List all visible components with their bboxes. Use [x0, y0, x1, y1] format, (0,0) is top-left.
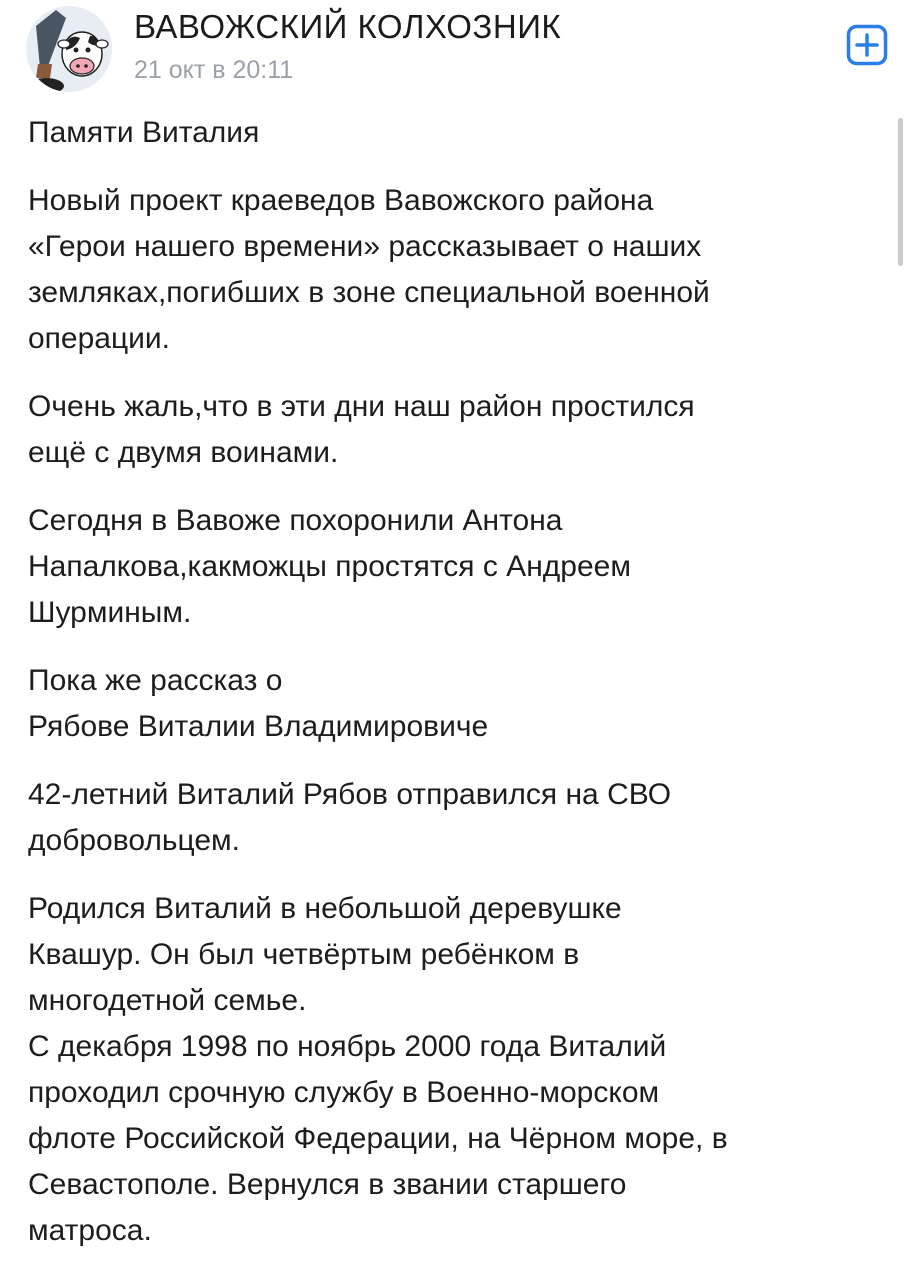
- plus-square-icon: [846, 24, 888, 66]
- post-body: [28, 110, 888, 1276]
- post-date[interactable]: 21 окт в 20:11: [134, 56, 294, 84]
- post-paragraph: Пока же рассказ о Рябове Виталии Владимировиче: [28, 664, 489, 743]
- post-paragraph: Сегодня в Вавоже похоронили Антона Напалкова,какможцы простятся с Андреем Шурминым.: [28, 504, 631, 629]
- scrollbar-thumb[interactable]: [898, 118, 903, 266]
- post-paragraph-title: Памяти Виталия: [28, 116, 260, 149]
- add-button[interactable]: [846, 24, 888, 66]
- post-paragraph: 42-летний Виталий Рябов отправился на СВО добровольцем.: [28, 778, 672, 857]
- post-paragraph: Очень жаль,что в эти дни наш район простился ещё с двумя воинами.: [28, 390, 695, 469]
- cow-mascot-icon: [26, 6, 112, 92]
- post-header: [0, 0, 910, 100]
- post-paragraph: Новый проект краеведов Вавожского района «Герои нашего времени» рассказывает о наших земляках,погибших в зоне специальной военной операции.: [28, 184, 710, 355]
- channel-avatar[interactable]: [26, 6, 112, 92]
- channel-name[interactable]: ВАВОЖСКИЙ КОЛХОЗНИК: [134, 8, 562, 45]
- post-paragraph: Родился Виталий в небольшой деревушке Квашур. Он был четвёртым ребёнком в многодетной семье. С декабря 1998 по ноябрь 2000 года Виталий проходил срочную службу в Военно-морском флоте Российской Федерации, на Чёрном море, в Севастополе. Вернулся в звании старшего матроса.: [28, 892, 728, 1247]
